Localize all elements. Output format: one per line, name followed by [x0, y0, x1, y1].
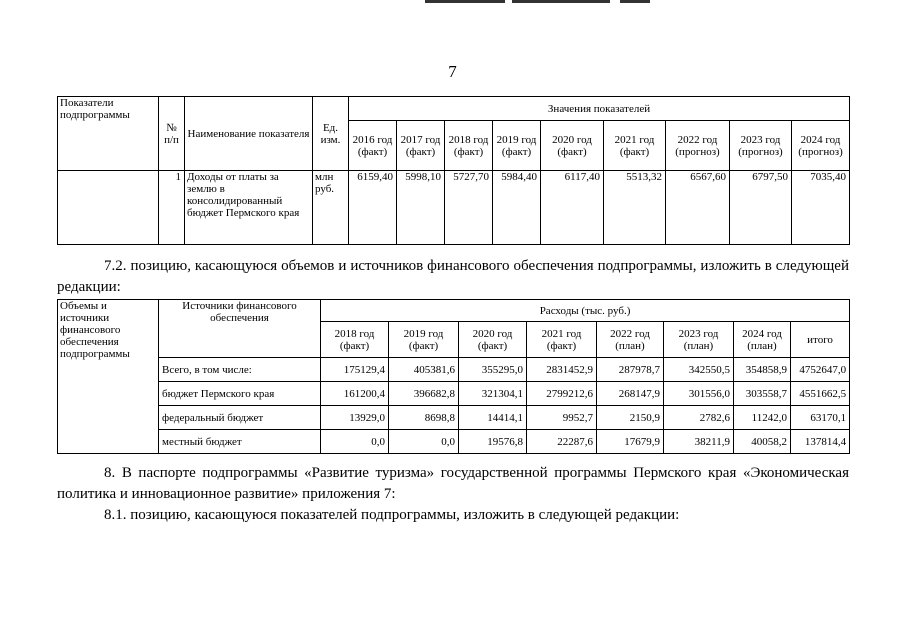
indicator-value: 6567,60	[666, 171, 730, 245]
expense-value: 4551662,5	[791, 382, 850, 406]
expense-value: 22287,6	[527, 430, 597, 454]
top-edge-mark	[425, 0, 505, 3]
year-header: 2021 год (факт)	[604, 121, 666, 171]
expense-value: 405381,6	[389, 358, 459, 382]
expense-value: 287978,7	[597, 358, 664, 382]
expense-value: 2831452,9	[527, 358, 597, 382]
year-header: 2017 год (факт)	[397, 121, 445, 171]
expense-value: 321304,1	[459, 382, 527, 406]
sources-header: Источники финансового обеспечения	[159, 300, 321, 358]
expense-value: 355295,0	[459, 358, 527, 382]
year-header: 2016 год (факт)	[349, 121, 397, 171]
expense-value: 0,0	[389, 430, 459, 454]
indicator-value: 5513,32	[604, 171, 666, 245]
paragraph-8: 8. В паспорте подпрограммы «Развитие туризма» государственной программы Пермского края «Экономическая политика и инновационное развитие» приложения 7:	[57, 465, 849, 502]
financing-table	[57, 299, 850, 454]
expense-value: 11242,0	[734, 406, 791, 430]
expense-value: 8698,8	[389, 406, 459, 430]
year-header: 2020 год (факт)	[541, 121, 604, 171]
expense-value: 4752647,0	[791, 358, 850, 382]
expense-value: 354858,9	[734, 358, 791, 382]
year-header: 2022 год (прогноз)	[666, 121, 730, 171]
expense-value: 19576,8	[459, 430, 527, 454]
year-header: 2023 год (прогноз)	[730, 121, 792, 171]
expense-value: 2799212,6	[527, 382, 597, 406]
expense-value: 0,0	[321, 430, 389, 454]
indicator-value: 7035,40	[792, 171, 850, 245]
paragraph-8-1: 8.1. позицию, касающуюся показателей подпрограммы, изложить в следующей редакции:	[104, 507, 680, 523]
expense-value: 40058,2	[734, 430, 791, 454]
expense-value: 342550,5	[664, 358, 734, 382]
subprogram-indicators-header: Показатели подпрограммы	[58, 97, 159, 171]
expense-value: 2150,9	[597, 406, 664, 430]
expense-value: 137814,4	[791, 430, 850, 454]
expense-value: 9952,7	[527, 406, 597, 430]
row-number: 1	[159, 171, 185, 245]
unit-header: Ед. изм.	[313, 97, 349, 171]
expense-value: 396682,8	[389, 382, 459, 406]
expense-value: 268147,9	[597, 382, 664, 406]
unit: млн руб.	[313, 171, 349, 245]
expense-value: 38211,9	[664, 430, 734, 454]
source-label: бюджет Пермского края	[159, 382, 321, 406]
indicators-table	[57, 96, 850, 245]
year-header: 2018 год (факт)	[445, 121, 493, 171]
indicator-value: 6159,40	[349, 171, 397, 245]
values-group-header: Значения показателей	[349, 97, 850, 121]
source-label: местный бюджет	[159, 430, 321, 454]
expense-value: 303558,7	[734, 382, 791, 406]
top-edge-mark	[620, 0, 650, 3]
volumes-sources-header: Объемы и источники финансового обеспечения подпрограммы	[58, 300, 159, 454]
indicator-value: 5727,70	[445, 171, 493, 245]
expenses-group-header: Расходы (тыс. руб.)	[321, 300, 850, 322]
expense-value: 301556,0	[664, 382, 734, 406]
indicator-name-header: Наименование показателя	[185, 97, 313, 171]
indicator-value: 5984,40	[493, 171, 541, 245]
indicator-value: 5998,10	[397, 171, 445, 245]
expense-value: 17679,9	[597, 430, 664, 454]
top-edge-mark	[512, 0, 610, 3]
expense-value: 14414,1	[459, 406, 527, 430]
indicator-value: 6117,40	[541, 171, 604, 245]
year-header: 2020 год (факт)	[459, 322, 527, 358]
year-header: 2024 год (план)	[734, 322, 791, 358]
indicator-value: 6797,50	[730, 171, 792, 245]
year-header: 2018 год (факт)	[321, 322, 389, 358]
source-label: Всего, в том числе:	[159, 358, 321, 382]
expense-value: 161200,4	[321, 382, 389, 406]
page-number: 7	[448, 62, 457, 81]
total-header: итого	[791, 322, 850, 358]
year-header: 2021 год (факт)	[527, 322, 597, 358]
year-header: 2024 год (прогноз)	[792, 121, 850, 171]
indicator-name: Доходы от платы за землю в консолидированный бюджет Пермского края	[185, 171, 313, 245]
paragraph-7-2: 7.2. позицию, касающуюся объемов и источников финансового обеспечения подпрограммы, изложить в следующей редакции:	[57, 258, 849, 295]
number-header: № п/п	[159, 97, 185, 171]
empty-cell	[58, 171, 159, 245]
expense-value: 2782,6	[664, 406, 734, 430]
year-header: 2022 год (план)	[597, 322, 664, 358]
expense-value: 175129,4	[321, 358, 389, 382]
year-header: 2019 год (факт)	[493, 121, 541, 171]
year-header: 2023 год (план)	[664, 322, 734, 358]
year-header: 2019 год (факт)	[389, 322, 459, 358]
expense-value: 63170,1	[791, 406, 850, 430]
source-label: федеральный бюджет	[159, 406, 321, 430]
expense-value: 13929,0	[321, 406, 389, 430]
